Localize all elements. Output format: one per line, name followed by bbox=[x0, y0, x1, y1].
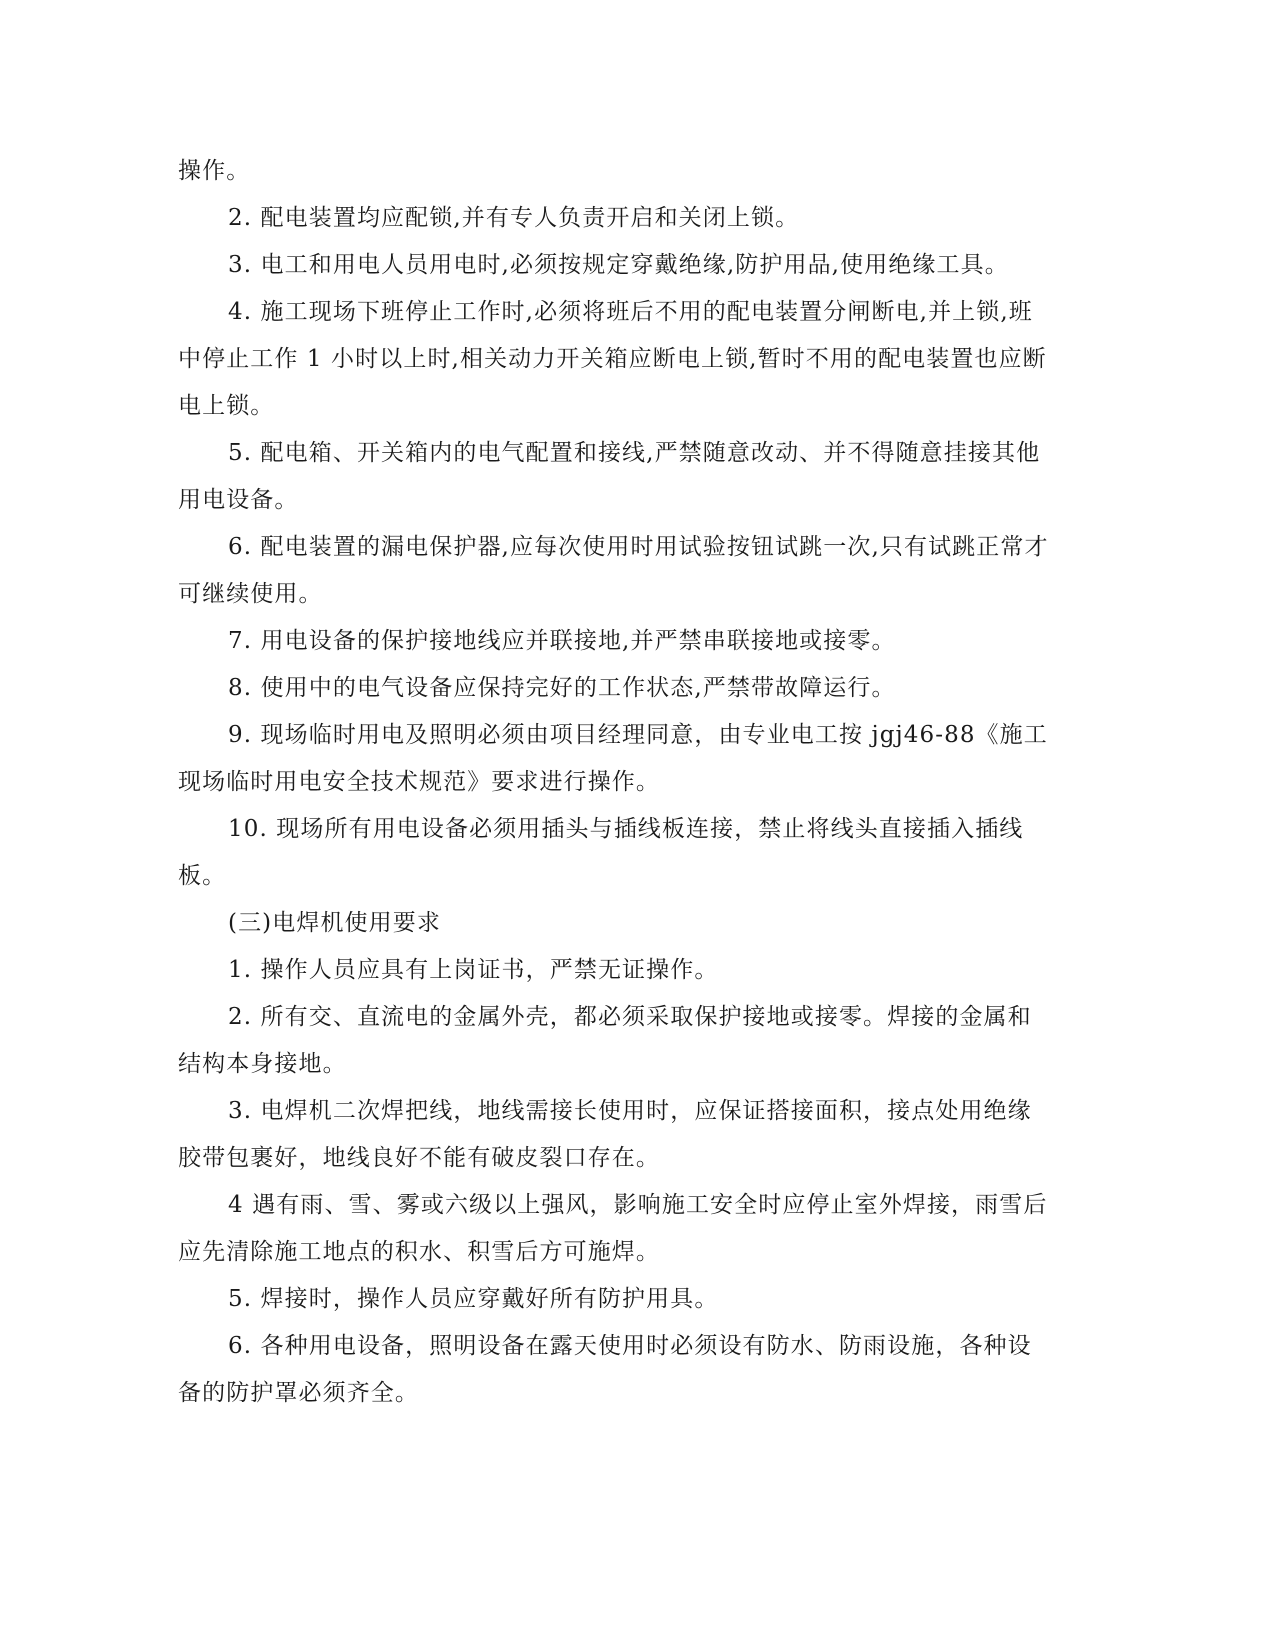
paragraph-item-4-power-off: 4. 施工现场下班停止工作时,必须将班后不用的配电装置分闸断电,并上锁,班中停止工作 1 小时以上时,相关动力开关箱应断电上锁,暂时不用的配电装置也应断电上锁。 bbox=[178, 299, 1047, 419]
paragraph-item-8-equipment: 8. 使用中的电气设备应保持完好的工作状态,严禁带故障运行。 bbox=[228, 675, 896, 701]
paragraph-item-2-lock: 2. 配电装置均应配锁,并有专人负责开启和关闭上锁。 bbox=[228, 205, 800, 231]
paragraph-welder-2-grounding: 2. 所有交、直流电的金属外壳，都必须采取保护接地或接零。焊接的金属和结构本身接地。 bbox=[178, 1004, 1032, 1077]
document-body bbox=[178, 148, 1050, 1417]
paragraph-welder-1-certificate: 1. 操作人员应具有上岗证书，严禁无证操作。 bbox=[228, 957, 719, 983]
paragraph-welder-3-cables: 3. 电焊机二次焊把线，地线需接长使用时，应保证搭接面积，接点处用绝缘胶带包裹好，地线良好不能有破皮裂口存在。 bbox=[178, 1098, 1032, 1171]
paragraph-welder-4-weather: 4 遇有雨、雪、雾或六级以上强风，影响施工安全时应停止室外焊接，雨雪后应先清除施工地点的积水、积雪后方可施焊。 bbox=[178, 1192, 1048, 1265]
paragraph-item-7-grounding: 7. 用电设备的保护接地线应并联接地,并严禁串联接地或接零。 bbox=[228, 628, 896, 654]
paragraph-welder-5-protection: 5. 焊接时，操作人员应穿戴好所有防护用具。 bbox=[228, 1286, 719, 1312]
paragraph-item-10-plugs: 10. 现场所有用电设备必须用插头与插线板连接，禁止将线头直接插入插线板。 bbox=[178, 816, 1024, 889]
section-heading-welder: (三)电焊机使用要求 bbox=[228, 910, 441, 936]
paragraph-item-6-leakage-protector: 6. 配电装置的漏电保护器,应每次使用时用试验按钮试跳一次,只有试跳正常才可继续使用。 bbox=[178, 534, 1049, 607]
paragraph-continuation: 操作。 bbox=[178, 158, 251, 184]
paragraph-item-9-temporary-power: 9. 现场临时用电及照明必须由项目经理同意，由专业电工按 jgj46-88《施工现场临时用电安全技术规范》要求进行操作。 bbox=[178, 722, 1048, 795]
paragraph-item-3-insulation: 3. 电工和用电人员用电时,必须按规定穿戴绝缘,防护用品,使用绝缘工具。 bbox=[228, 252, 1009, 278]
paragraph-item-5-wiring: 5. 配电箱、开关箱内的电气配置和接线,严禁随意改动、并不得随意挂接其他用电设备。 bbox=[178, 440, 1041, 513]
paragraph-welder-6-outdoor: 6. 各种用电设备，照明设备在露天使用时必须设有防水、防雨设施，各种设备的防护罩必须齐全。 bbox=[178, 1333, 1032, 1406]
